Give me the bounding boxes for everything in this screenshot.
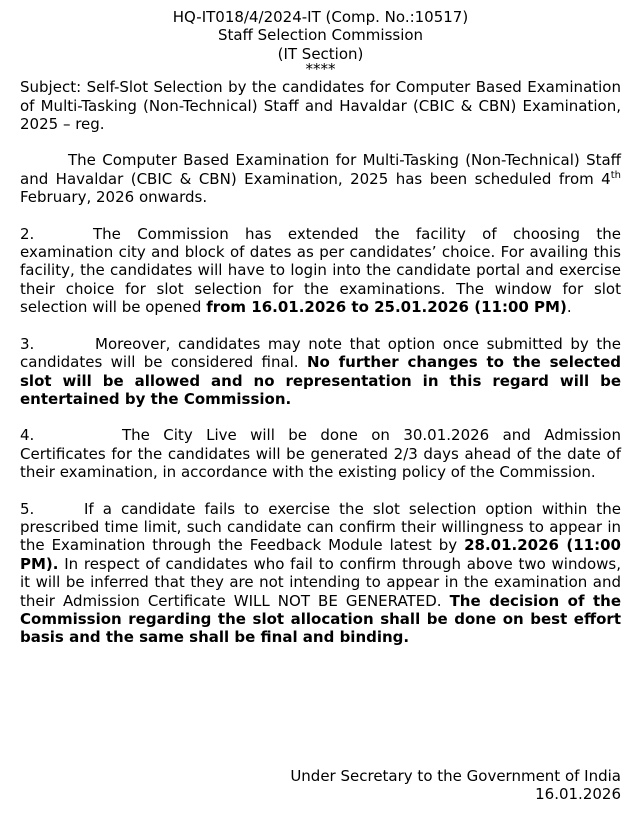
paragraph-5-bold-decision: The decision of the Commission regarding the slot allocation shall be done on best effort basis and the same shall be final and binding. [20,591,621,647]
reference-number: HQ-IT018/4/2024-IT (Comp. No.:10517) [172,8,469,26]
signature-date: 16.01.2026 [535,785,621,804]
paragraph-2-bold: from 16.01.2026 to 25.01.2026 (11:00 PM) [206,298,567,317]
document-header [20,8,621,79]
separator-stars: **** [305,60,336,79]
organization-name: Staff Selection Commission [217,26,424,45]
paragraph-2 [20,225,621,317]
paragraph-5-number: 5. [20,499,35,518]
paragraph-2-text: The Commission has extended the facility of choosing the examination city and block of dates as per candidates’ choice. For availing this facility, the candidates will have to login into the candidate portal and exercise their choice for slot selection for the examinations. The window for slot selection will be opened [20,224,621,317]
paragraph-4-number: 4. [20,426,35,445]
paragraph-5-bold-date: 28.01.2026 (11:00 PM). [20,536,621,573]
paragraph-5 [20,500,621,647]
paragraph-3-text: Moreover, candidates may note that option once submitted by the candidates will be considered final. [20,334,621,372]
paragraph-3 [20,335,621,409]
signature-block [290,767,621,804]
paragraph-1-text-end: February, 2026 onwards. [20,188,208,207]
paragraph-3-number: 3. [20,334,35,353]
signatory-designation: Under Secretary to the Government of India [290,767,621,785]
paragraph-2-end: . [566,298,572,317]
paragraph-4-text: The City Live will be done on 30.01.2026 and Admission Certificates for the candidates will be generated 2/3 days ahead of the date of their examination, in accordance with the existing policy of the Commission. [20,426,621,482]
paragraph-2-number: 2. [20,224,35,243]
paragraph-1-text: The Computer Based Examination for Multi-Tasking (Non-Technical) Staff and Havaldar (CBIC & CBN) Examination, 2025 has been scheduled from 4 [20,151,621,188]
paragraph-1 [20,151,621,206]
notice-document [20,8,621,647]
paragraph-5-text-2: In respect of candidates who fail to confirm through above two windows, it will be inferred that they are not intending to appear in the examination and their Admission Certificate WILL NOT BE GENERATED. [20,554,621,610]
section-name: (IT Section) [277,44,364,63]
paragraph-5-text: If a candidate fails to exercise the slot selection option within the prescribed time limit, such candidate can confirm their willingness to appear in the Examination through the Feedback Module latest by [20,499,621,555]
subject-line: Subject: Self-Slot Selection by the candidates for Computer Based Examination of Multi-Tasking (Non-Technical) Staff and Havaldar (CBIC & CBN) Examination, 2025 – reg. [20,78,621,134]
paragraph-4 [20,426,621,481]
paragraph-3-bold: No further changes to the selected slot will be allowed and no representation in this regard will be entertained by the Commission. [20,353,621,408]
paragraph-1-superscript: th [610,169,621,181]
